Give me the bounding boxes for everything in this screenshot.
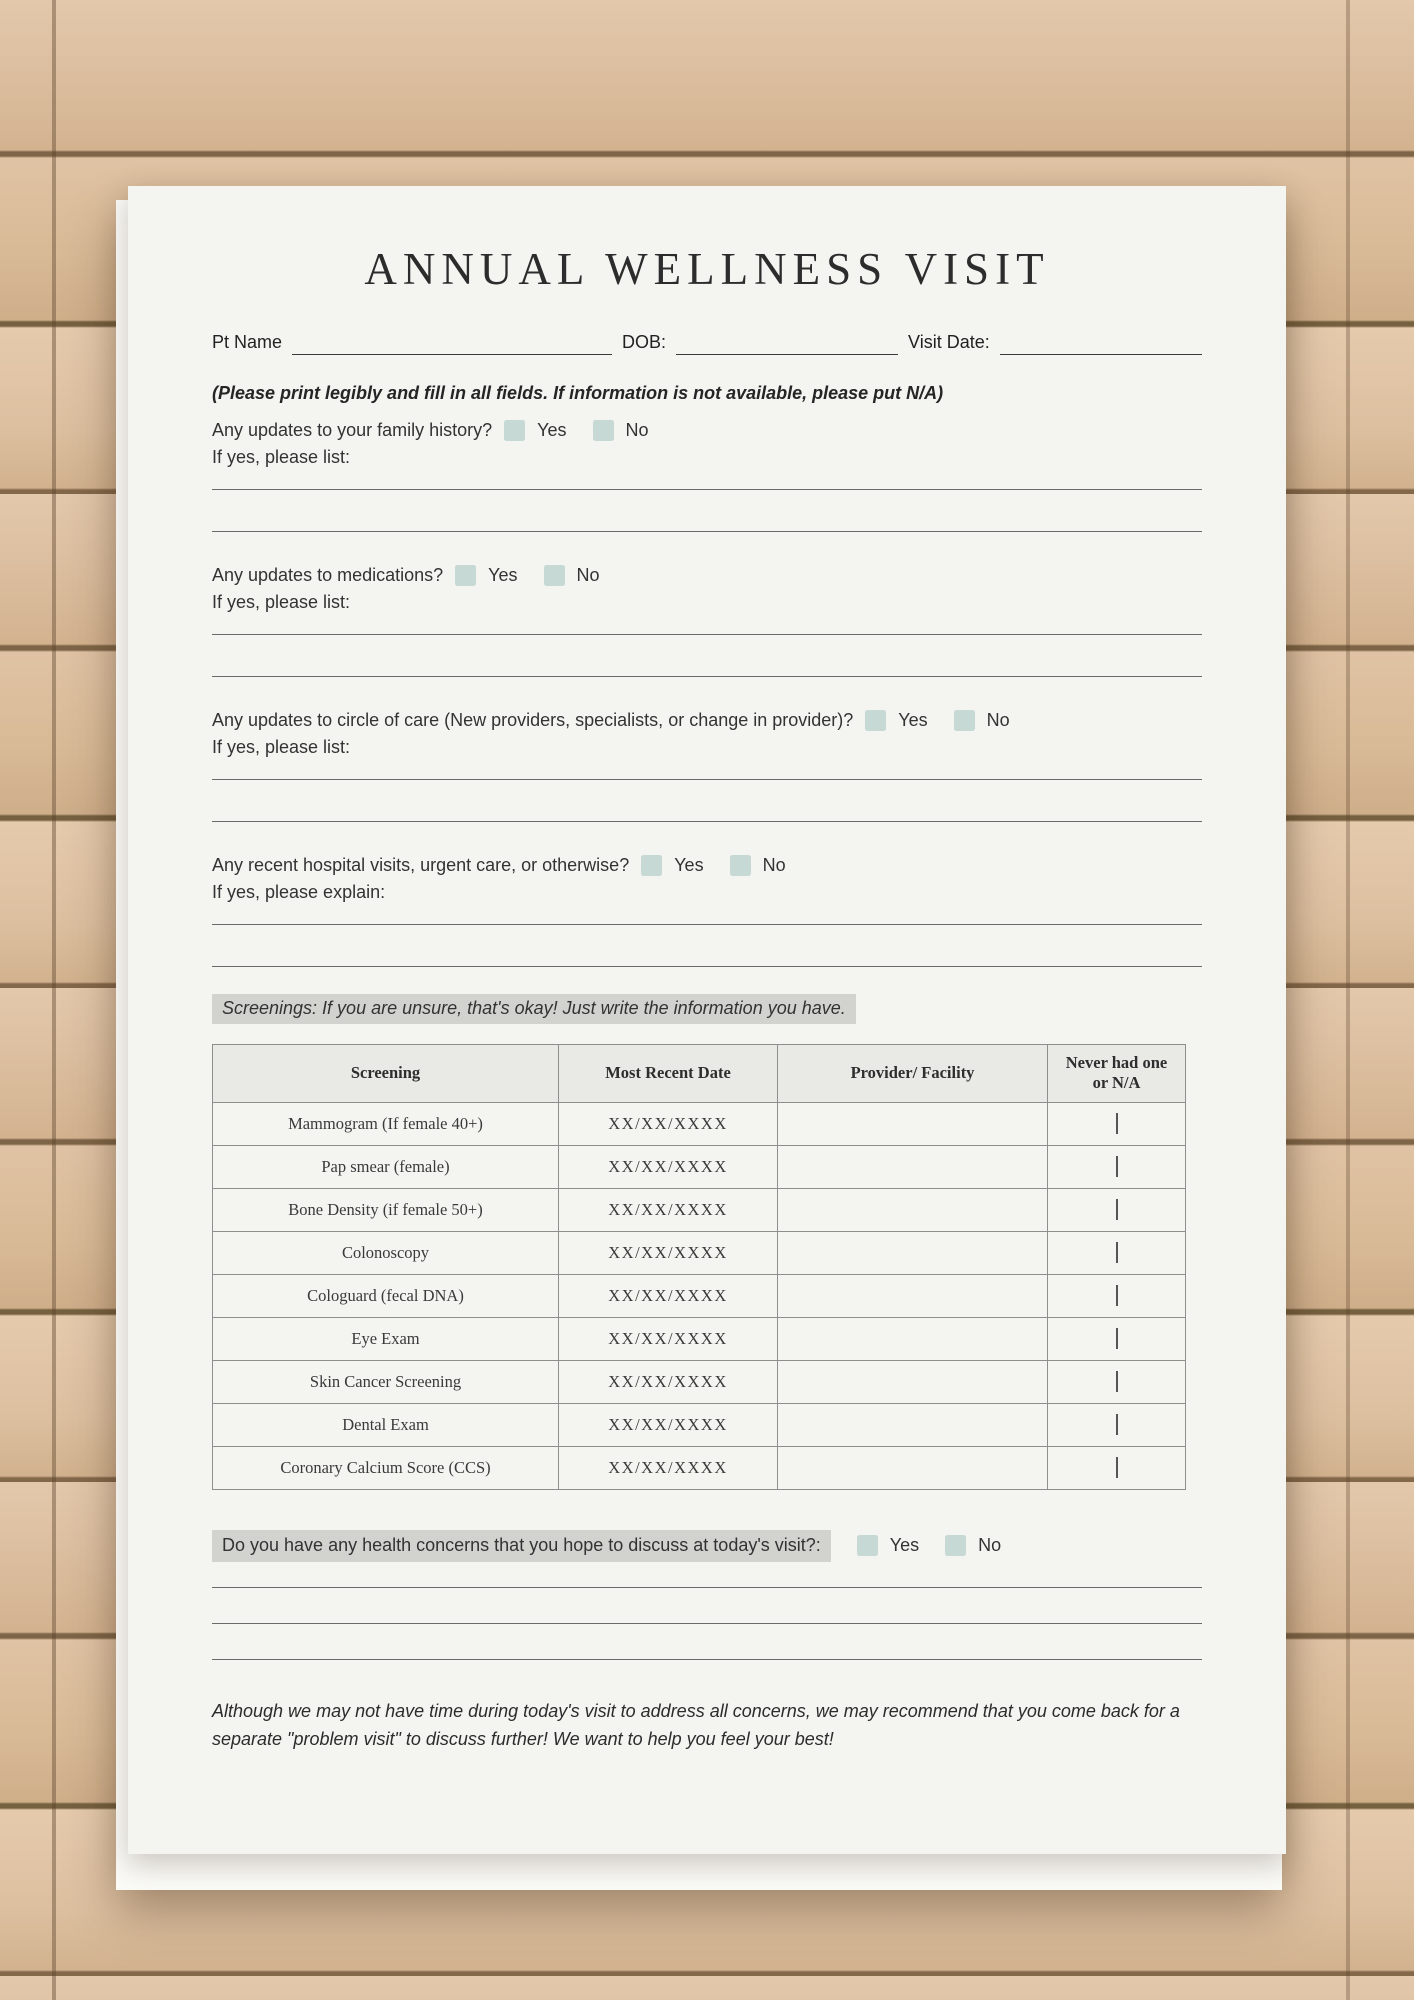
- never-had-cell: [1048, 1102, 1186, 1145]
- screening-row: [213, 1188, 1186, 1231]
- followup-text: If yes, please list:: [212, 591, 351, 612]
- screening-name-cell: Cologuard (fecal DNA): [213, 1274, 559, 1317]
- no-label: No: [576, 564, 600, 585]
- no-checkbox[interactable]: [945, 1535, 966, 1556]
- provider-cell[interactable]: [778, 1145, 1048, 1188]
- screening-name-cell: Eye Exam: [213, 1317, 559, 1360]
- screening-name-cell: Skin Cancer Screening: [213, 1360, 559, 1403]
- yes-label: Yes: [674, 854, 704, 875]
- no-checkbox[interactable]: [544, 565, 565, 586]
- never-had-checkbox[interactable]: [1116, 1414, 1118, 1435]
- provider-cell[interactable]: [778, 1188, 1048, 1231]
- screening-row: [213, 1403, 1186, 1446]
- recent-date-cell[interactable]: XX/XX/XXXX: [559, 1231, 778, 1274]
- never-had-cell: [1048, 1446, 1186, 1489]
- no-checkbox[interactable]: [954, 710, 975, 731]
- answer-line[interactable]: [212, 925, 1202, 967]
- yes-checkbox[interactable]: [504, 420, 525, 441]
- closing-note: Although we may not have time during today's visit to address all concerns, we may recommend that you come back for a separate "problem visit" to discuss further! We want to help you feel your best!: [212, 1700, 1180, 1749]
- recent-date-cell[interactable]: XX/XX/XXXX: [559, 1403, 778, 1446]
- answer-line[interactable]: [212, 613, 1202, 635]
- never-had-checkbox[interactable]: [1116, 1199, 1118, 1220]
- table-header-never-had: Never had one or N/A: [1048, 1044, 1186, 1102]
- table-header-recent-date: Most Recent Date: [559, 1044, 778, 1102]
- screening-row: [213, 1446, 1186, 1489]
- screening-name-cell: Bone Density (if female 50+): [213, 1188, 559, 1231]
- answer-line[interactable]: [212, 780, 1202, 822]
- provider-cell[interactable]: [778, 1403, 1048, 1446]
- recent-date-cell[interactable]: XX/XX/XXXX: [559, 1317, 778, 1360]
- answer-line[interactable]: [212, 490, 1202, 532]
- followup-text: If yes, please explain:: [212, 881, 386, 902]
- patient-info-row: [212, 332, 1202, 355]
- screening-row: [213, 1102, 1186, 1145]
- yes-label: Yes: [889, 1535, 920, 1556]
- recent-date-cell[interactable]: XX/XX/XXXX: [559, 1446, 778, 1489]
- yes-label: Yes: [488, 564, 518, 585]
- recent-date-cell[interactable]: XX/XX/XXXX: [559, 1145, 778, 1188]
- provider-cell[interactable]: [778, 1446, 1048, 1489]
- question-text: Any updates to circle of care (New providers, specialists, or change in provider)?: [212, 709, 854, 730]
- yes-checkbox[interactable]: [865, 710, 886, 731]
- question-hospital-visits: [212, 855, 1202, 967]
- yes-checkbox[interactable]: [857, 1535, 878, 1556]
- never-had-cell: [1048, 1403, 1186, 1446]
- answer-line[interactable]: [212, 635, 1202, 677]
- answer-line[interactable]: [212, 1588, 1202, 1624]
- never-had-checkbox[interactable]: [1116, 1457, 1118, 1478]
- instruction-note: (Please print legibly and fill in all fields. If information is not available, please put N/A): [212, 382, 944, 403]
- no-label: No: [625, 419, 649, 440]
- screening-name-cell: Colonoscopy: [213, 1231, 559, 1274]
- question-family-history: [212, 420, 1202, 532]
- never-had-cell: [1048, 1145, 1186, 1188]
- question-text: Any recent hospital visits, urgent care, or otherwise?: [212, 854, 630, 875]
- screening-name-cell: Dental Exam: [213, 1403, 559, 1446]
- answer-line[interactable]: [212, 758, 1202, 780]
- answer-line[interactable]: [212, 903, 1202, 925]
- never-had-cell: [1048, 1188, 1186, 1231]
- provider-cell[interactable]: [778, 1360, 1048, 1403]
- health-concerns-question: [212, 1530, 1202, 1562]
- answer-line[interactable]: [212, 468, 1202, 490]
- no-label: No: [978, 1535, 1002, 1556]
- provider-cell[interactable]: [778, 1317, 1048, 1360]
- question-text: Any updates to your family history?: [212, 419, 493, 440]
- pt-name-field[interactable]: [292, 333, 612, 355]
- question-text: Any updates to medications?: [212, 564, 444, 585]
- provider-cell[interactable]: [778, 1102, 1048, 1145]
- recent-date-cell[interactable]: XX/XX/XXXX: [559, 1188, 778, 1231]
- answer-line[interactable]: [212, 1624, 1202, 1660]
- never-had-checkbox[interactable]: [1116, 1156, 1118, 1177]
- screening-name-cell: Pap smear (female): [213, 1145, 559, 1188]
- followup-text: If yes, please list:: [212, 446, 351, 467]
- form-title: ANNUAL WELLNESS VISIT: [364, 244, 1050, 294]
- screening-name-cell: Mammogram (If female 40+): [213, 1102, 559, 1145]
- never-had-cell: [1048, 1360, 1186, 1403]
- provider-cell[interactable]: [778, 1274, 1048, 1317]
- no-label: No: [762, 854, 786, 875]
- table-header-provider: Provider/ Facility: [778, 1044, 1048, 1102]
- yes-label: Yes: [537, 419, 567, 440]
- yes-checkbox[interactable]: [455, 565, 476, 586]
- recent-date-cell[interactable]: XX/XX/XXXX: [559, 1102, 778, 1145]
- followup-text: If yes, please list:: [212, 736, 351, 757]
- concerns-question-text: Do you have any health concerns that you hope to discuss at today's visit?:: [212, 1530, 831, 1562]
- never-had-checkbox[interactable]: [1116, 1371, 1118, 1392]
- pt-name-label: Pt Name: [212, 331, 283, 352]
- yes-checkbox[interactable]: [641, 855, 662, 876]
- no-checkbox[interactable]: [730, 855, 751, 876]
- provider-cell[interactable]: [778, 1231, 1048, 1274]
- table-header-screening: Screening: [213, 1044, 559, 1102]
- recent-date-cell[interactable]: XX/XX/XXXX: [559, 1360, 778, 1403]
- screening-row: [213, 1317, 1186, 1360]
- never-had-checkbox[interactable]: [1116, 1242, 1118, 1263]
- dob-field[interactable]: [676, 333, 898, 355]
- screening-name-cell: Coronary Calcium Score (CCS): [213, 1446, 559, 1489]
- recent-date-cell[interactable]: XX/XX/XXXX: [559, 1274, 778, 1317]
- annual-wellness-form: [128, 186, 1286, 1854]
- screening-row: [213, 1360, 1186, 1403]
- yes-label: Yes: [898, 709, 928, 730]
- screening-row: [213, 1274, 1186, 1317]
- answer-line[interactable]: [212, 1562, 1202, 1588]
- never-had-checkbox[interactable]: [1116, 1113, 1118, 1134]
- question-medications: [212, 565, 1202, 677]
- visit-date-field[interactable]: [1000, 333, 1202, 355]
- no-label: No: [986, 709, 1010, 730]
- screenings-table: [212, 1044, 1186, 1490]
- table-header-row: [213, 1044, 1186, 1102]
- screenings-note: Screenings: If you are unsure, that's okay! Just write the information you have.: [212, 994, 856, 1024]
- never-had-cell: [1048, 1317, 1186, 1360]
- screening-row: [213, 1145, 1186, 1188]
- no-checkbox[interactable]: [593, 420, 614, 441]
- never-had-checkbox[interactable]: [1116, 1328, 1118, 1349]
- screening-row: [213, 1231, 1186, 1274]
- question-circle-of-care: [212, 710, 1202, 822]
- dob-label: DOB:: [622, 331, 667, 352]
- never-had-cell: [1048, 1231, 1186, 1274]
- never-had-cell: [1048, 1274, 1186, 1317]
- visit-date-label: Visit Date:: [908, 331, 990, 352]
- never-had-checkbox[interactable]: [1116, 1285, 1118, 1306]
